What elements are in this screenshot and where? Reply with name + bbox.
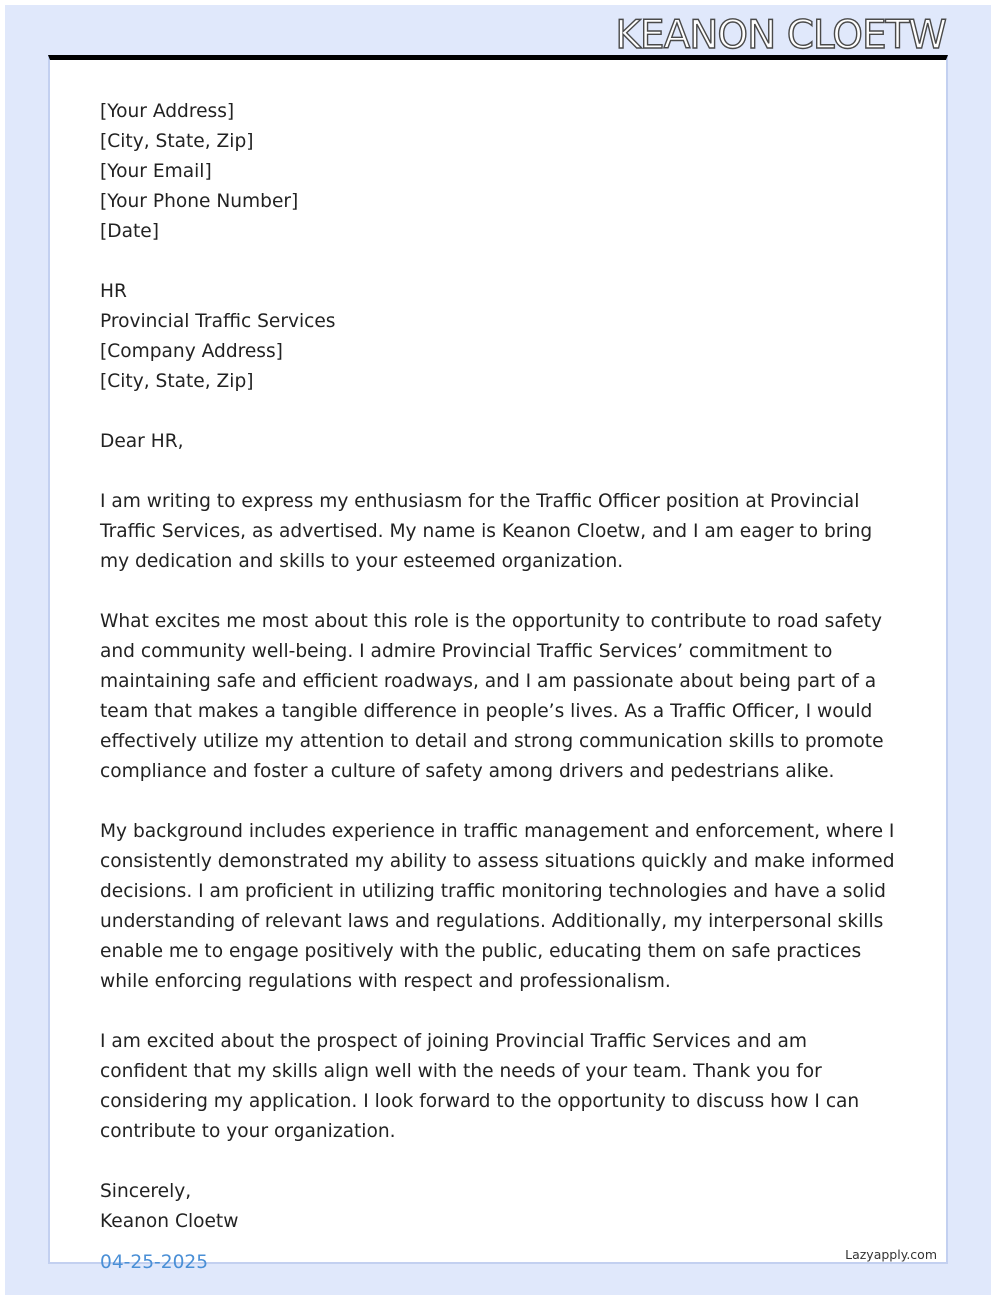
sender-block	[100, 97, 900, 247]
recipient-block	[100, 277, 900, 397]
recipient-attention: HR	[100, 281, 127, 302]
body-paragraph: I am writing to express my enthusiasm for the Traffic Officer position at Provincial Traffic Services, as advertised. My name is Keanon Cloetw, and I am eager to bring my dedication and skills to your esteemed organization.	[100, 491, 873, 572]
salutation: Dear HR,	[100, 431, 184, 452]
closing-block	[100, 1177, 900, 1237]
recipient-address: [Company Address]	[100, 341, 283, 362]
sender-address: [Your Address]	[100, 101, 235, 122]
letter-content	[100, 97, 900, 1237]
signature: Keanon Cloetw	[100, 1211, 239, 1232]
footer-date: 04-25-2025	[100, 1252, 209, 1273]
footer-brand: Lazyapply.com	[845, 1247, 937, 1262]
recipient-company: Provincial Traffic Services	[100, 311, 336, 332]
sender-email: [Your Email]	[100, 161, 212, 182]
body-paragraph: What excites me most about this role is the opportunity to contribute to road safety and community well-being. I admire Provincial Traffic Services’ commitment to maintaining safe and efficient roadways, and I am passionate about being part of a team that makes a tangible difference in people’s lives. As a Traffic Officer, I would effectively utilize my attention to detail and strong communication skills to promote compliance and foster a culture of safety among drivers and pedestrians alike.	[100, 611, 884, 782]
sender-phone: [Your Phone Number]	[100, 191, 299, 212]
sender-city-state-zip: [City, State, Zip]	[100, 131, 254, 152]
recipient-city-state-zip: [City, State, Zip]	[100, 371, 254, 392]
valediction: Sincerely,	[100, 1181, 192, 1202]
header-name: KEANON CLOETW	[615, 13, 946, 58]
body-paragraph: My background includes experience in traffic management and enforcement, where I consistently demonstrated my ability to assess situations quickly and make informed decisions. I am proficient in utilizing traffic monitoring technologies and have a solid understanding of relevant laws and regulations. Additionally, my interpersonal skills enable me to engage positively with the public, educating them on safe practices while enforcing regulations with respect and professionalism.	[100, 821, 895, 992]
body-paragraph: I am excited about the prospect of joining Provincial Traffic Services and am confident that my skills align well with the needs of your team. Thank you for considering my application. I look forward to the opportunity to discuss how I can contribute to your organization.	[100, 1031, 860, 1142]
sender-date: [Date]	[100, 221, 159, 242]
